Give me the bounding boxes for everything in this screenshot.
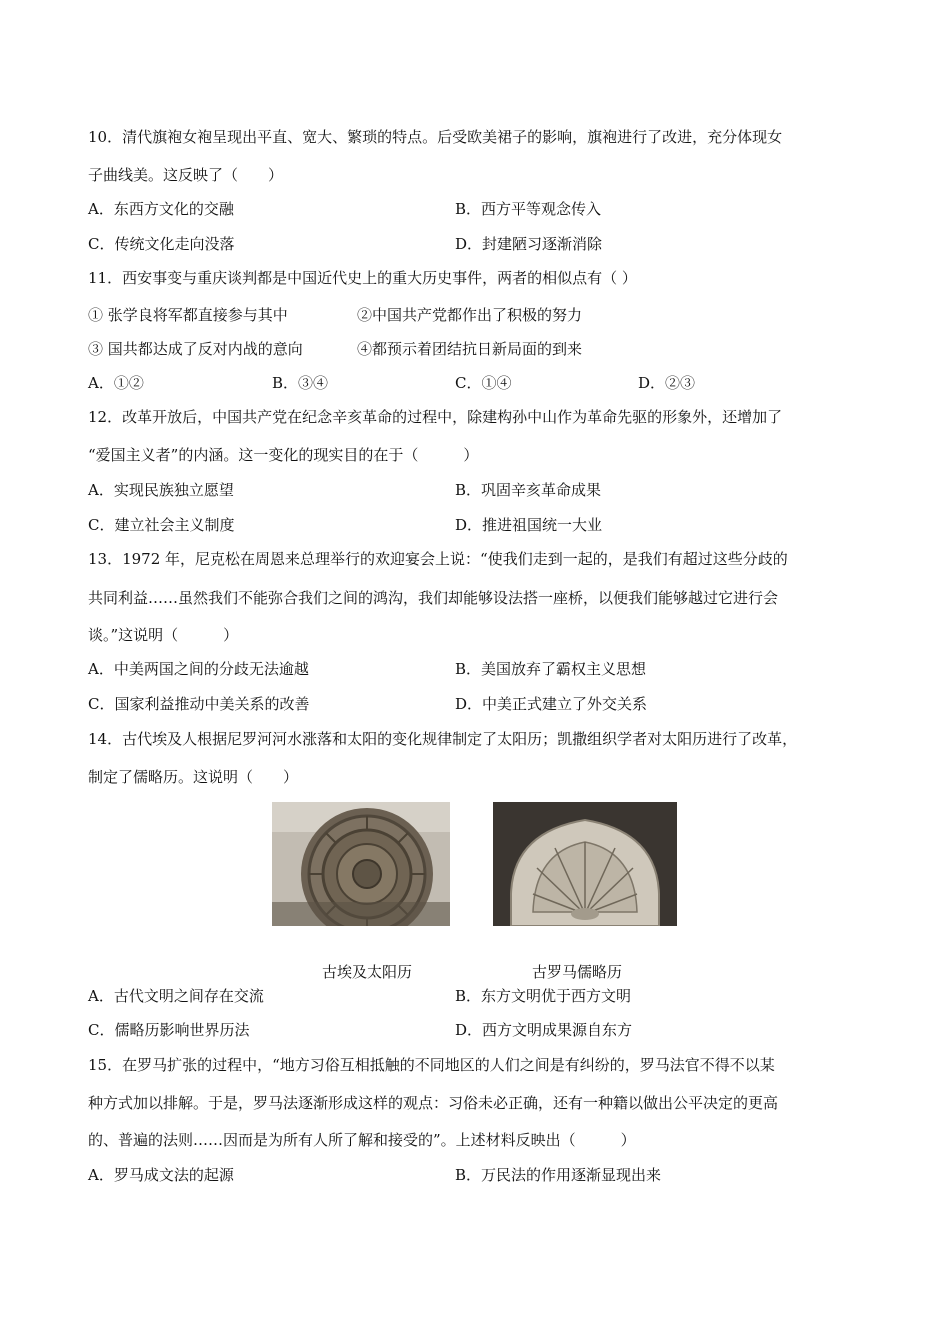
q14-stem-line1: 14．古代埃及人根据尼罗河河水涨落和太阳的变化规律制定了太阳历；凯撒组织学者对太阳历进行了改革， xyxy=(88,730,798,748)
q11-statement-4: ④都预示着团结抗日新局面的到来 xyxy=(357,340,583,358)
q11-stem-line1: 11．西安事变与重庆谈判都是中国近代史上的重大历史事件，两者的相似点有（ ） xyxy=(88,269,637,287)
q12-option-c: C．建立社会主义制度 xyxy=(88,516,235,534)
q11-option-c: C．①④ xyxy=(455,374,512,392)
q14-option-d: D．西方文明成果源自东方 xyxy=(455,1021,633,1039)
q13-option-c: C．国家利益推动中美关系的改善 xyxy=(88,695,310,713)
q11-statement-3: ③ 国共都达成了反对内战的意向 xyxy=(88,340,303,358)
egyptian-solar-calendar-image xyxy=(272,802,450,926)
q10-stem-line2: 子曲线美。这反映了（ ） xyxy=(88,166,284,184)
q14-stem-line2: 制定了儒略历。这说明（ ） xyxy=(88,768,299,786)
roman-julian-calendar-image xyxy=(493,802,677,926)
q11-option-d: D．②③ xyxy=(638,374,696,392)
q13-option-b: B．美国放弃了霸权主义思想 xyxy=(455,660,647,678)
q13-option-a: A．中美两国之间的分歧无法逾越 xyxy=(88,660,309,678)
q10-option-a: A．东西方文化的交融 xyxy=(88,200,234,218)
q13-stem-line2: 共同利益……虽然我们不能弥合我们之间的鸿沟，我们却能够设法搭一座桥，以便我们能够越过它进行会 xyxy=(88,589,779,607)
q15-stem-line1: 15．在罗马扩张的过程中，“地方习俗互相抵触的不同地区的人们之间是有纠纷的，罗马法官不得不以某 xyxy=(88,1056,775,1074)
q14-option-c: C．儒略历影响世界历法 xyxy=(88,1021,250,1039)
q11-option-b: B．③④ xyxy=(272,374,329,392)
q11-option-a: A．①② xyxy=(88,374,144,392)
q15-option-b: B．万民法的作用逐渐显现出来 xyxy=(455,1166,662,1184)
image-caption-roman: 古罗马儒略历 xyxy=(532,963,623,981)
q13-stem-line1: 13．1972 年，尼克松在周恩来总理举行的欢迎宴会上说：“使我们走到一起的，是我们有超过这些分歧的 xyxy=(88,550,788,568)
q15-stem-line3: 的、普遍的法则……因而是为所有人所了解和接受的”。上述材料反映出（ ） xyxy=(88,1131,636,1149)
q12-stem-line1: 12．改革开放后，中国共产党在纪念辛亥革命的过程中，除建构孙中山作为革命先驱的形象外，还增加了 xyxy=(88,408,783,426)
q14-option-b: B．东方文明优于西方文明 xyxy=(455,987,632,1005)
q15-stem-line2: 种方式加以排解。于是，罗马法逐渐形成这样的观点：习俗未必正确，还有一种籍以做出公平决定的更高 xyxy=(88,1094,779,1112)
q11-statement-2: ②中国共产党都作出了积极的努力 xyxy=(357,306,583,324)
q12-option-d: D．推进祖国统一大业 xyxy=(455,516,603,534)
q13-stem-line3: 谈。”这说明（ ） xyxy=(88,626,239,644)
q10-option-c: C．传统文化走向没落 xyxy=(88,235,235,253)
q12-stem-line2: “爱国主义者”的内涵。这一变化的现实目的在于（ ） xyxy=(88,446,479,464)
q13-option-d: D．中美正式建立了外交关系 xyxy=(455,695,648,713)
q12-option-b: B．巩固辛亥革命成果 xyxy=(455,481,602,499)
q10-option-b: B．西方平等观念传入 xyxy=(455,200,602,218)
q14-option-a: A．古代文明之间存在交流 xyxy=(88,987,264,1005)
q15-option-a: A．罗马成文法的起源 xyxy=(88,1166,234,1184)
image-caption-egyptian: 古埃及太阳历 xyxy=(322,963,413,981)
q10-option-d: D．封建陋习逐渐消除 xyxy=(455,235,603,253)
q11-statement-1: ① 张学良将军都直接参与其中 xyxy=(88,306,288,324)
q12-option-a: A．实现民族独立愿望 xyxy=(88,481,234,499)
q10-stem-line1: 10．清代旗袍女袍呈现出平直、宽大、繁琐的特点。后受欧美裙子的影响，旗袍进行了改进，充分体现女 xyxy=(88,128,783,146)
